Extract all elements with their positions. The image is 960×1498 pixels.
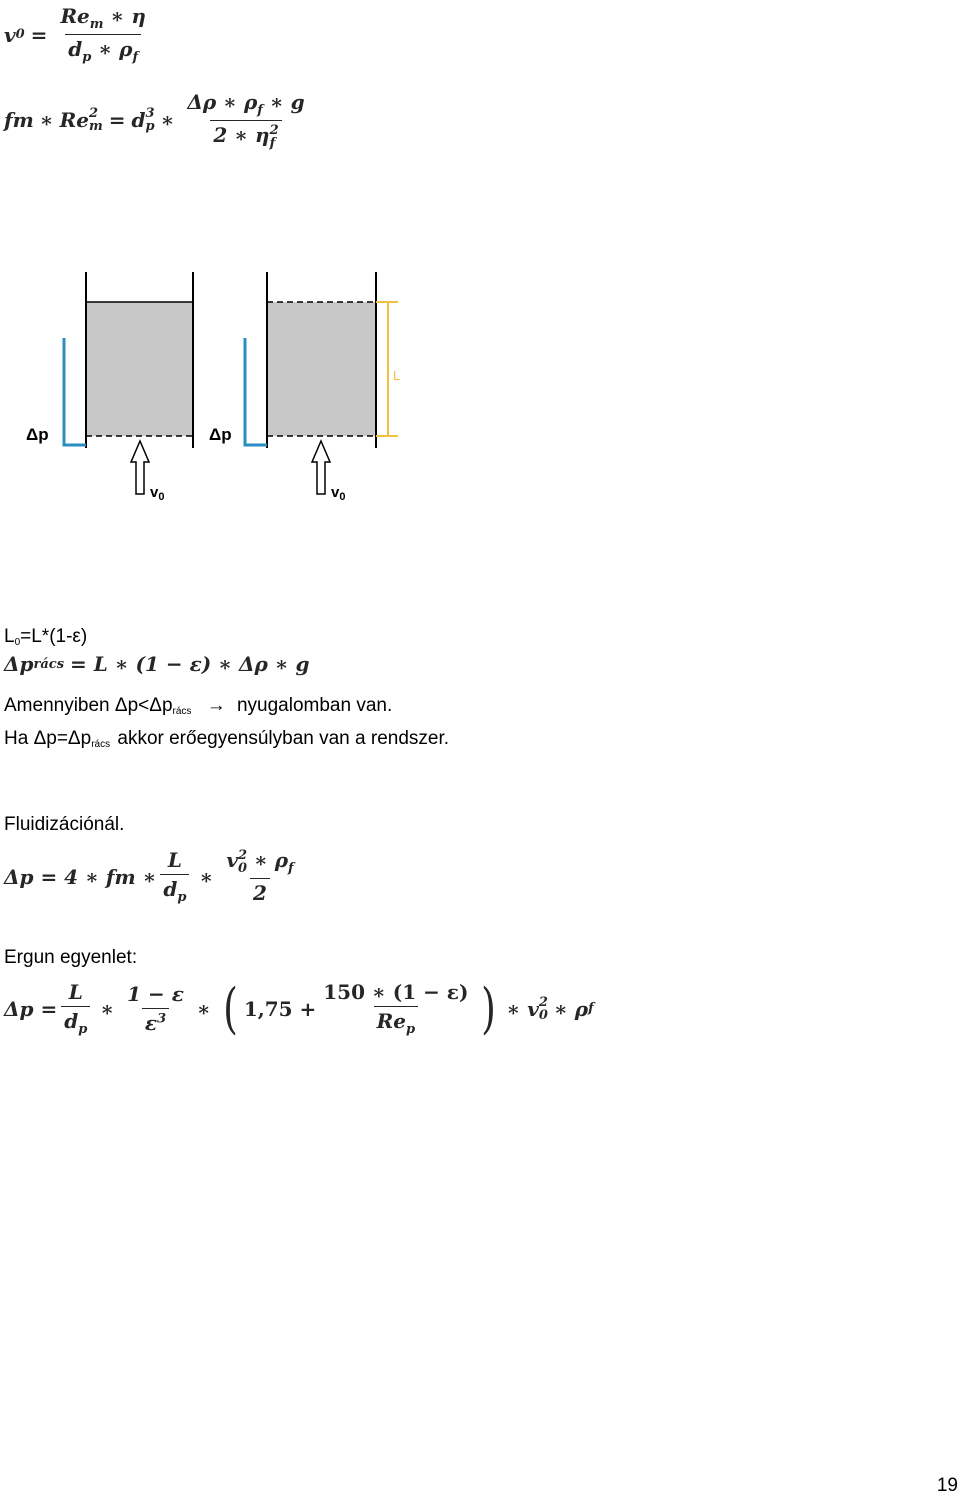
condition-rest: Amennyiben $\Delta p<\Delta p_{rács}$ → nyugalomban van. [4, 695, 393, 717]
right-manometer [245, 338, 267, 445]
equation-v0: v 0 = $\frac{Re_m ∗ \eta}{d_p ∗ \rho_f}$ [4, 4, 146, 65]
right-bed [268, 302, 375, 436]
equation-fluidization: Δp = 4 ∗ fm ∗ $\frac{L}{d_p}$ ∗ v 2 0 ∗ $\rho_f$ 2 [4, 847, 294, 905]
ergun-heading: Ergun egyenlet: [4, 947, 138, 968]
l0-line: $L_0=L*(1-\varepsilon)$ [4, 626, 88, 648]
right-flow-arrow [312, 441, 330, 494]
length-label: L [393, 368, 401, 383]
right-v0-label: $v_0$ [331, 484, 346, 503]
left-v0-label: $v_0$ [150, 484, 165, 503]
arrow-icon: → [206, 695, 226, 716]
left-bed [87, 302, 192, 436]
fluidization-heading: Fluidizációnál. [4, 814, 125, 835]
left-dp-label: Δp [26, 425, 49, 444]
condition-equilibrium: Ha $\Delta p=\Delta p_{rács}$ akkor erőegyensúlyban van a rendszer. [4, 728, 450, 750]
page-number: 19 [936, 1475, 958, 1496]
left-column [26, 272, 193, 503]
right-dp-label: Δp [209, 425, 232, 444]
left-flow-arrow [131, 441, 149, 494]
equation-fm: fm ∗ Re 2 m = d 3 p ∗ Δρ ∗ $\rho_f$ ∗ g 2 ∗ η 2 f [4, 90, 305, 151]
left-manometer [64, 338, 86, 445]
equation-ergun: Δp = $\frac{L}{d_p}$ ∗ $\frac{1 - \varepsilon}{\varepsilon^3}$ ∗ ( 1,75 + $\frac{150 ∗ (1 - \varepsilon)}{Re_p}$ ) ∗ v 2 0 ∗ ρ f [4, 976, 594, 1040]
right-column [209, 272, 400, 503]
fluidized-bed-diagram [0, 268, 420, 508]
equation-dp-racs: Δp rács = L ∗ (1 − ε) ∗ Δρ ∗ g [4, 652, 310, 676]
